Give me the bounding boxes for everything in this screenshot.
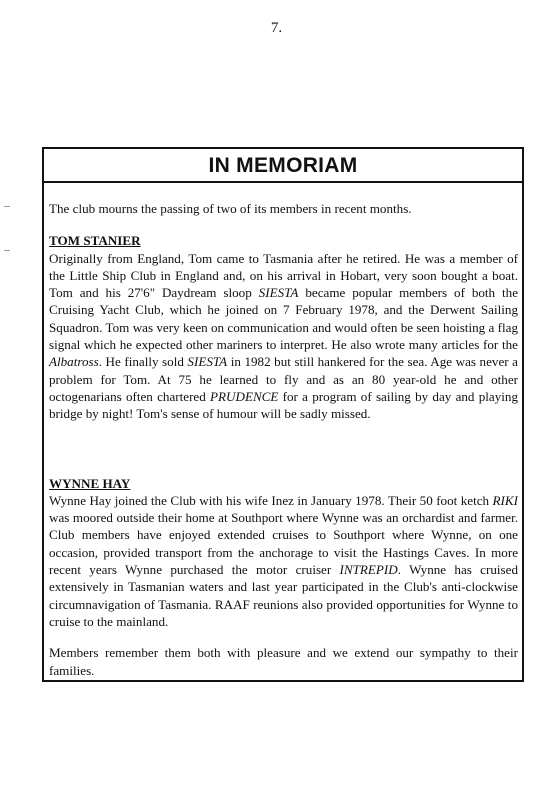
body-text-run: was moored outside their home at Southport where Wynne was an orchardist and farmer. Club members have enjoyed extended cruises to Southport where Wynne, on one occasion, provided transport from the anchorage to visit the Hastings Caves. In more recent years Wynne purchased the motor cruiser (49, 510, 518, 578)
wynne-hay-heading: WYNNE HAY (49, 475, 131, 491)
italic-title-text: PRUDENCE (210, 388, 279, 404)
scan-mark-bottom (4, 250, 10, 251)
tom-stanier-heading: TOM STANIER (49, 233, 141, 249)
body-text-run: . Wynne has cruised extensively in Tasmanian waters and last year participated in the Club's anti-clockwise circumnavigation of Tasmania. RAAF reunions also provided opportunities for Wynne to cruise to the mainland. (49, 562, 518, 629)
body-text-run: Wynne Hay joined the Club with his wife Inez in January 1978. Their 50 foot ketch (49, 492, 493, 508)
wynne-hay-paragraph (49, 492, 518, 630)
memoriam-box (42, 147, 524, 682)
memoriam-title: IN MEMORIAM (208, 153, 358, 177)
tom-stanier-paragraph (49, 250, 518, 423)
scan-mark-top (4, 206, 10, 207)
italic-title-text: Albatross (49, 354, 99, 370)
body-text-run: for a program of sailing by day and playing bridge by night! Tom's sense of humour will be sadly missed. (49, 388, 518, 422)
body-text-run: in 1982 but still hankered for the sea. Age was never a problem for Tom. At 75 he learned to fly and as an 80 year-old he and other octogenarians often chartered (49, 354, 518, 404)
body-text-run: became popular members of both the Cruising Yacht Club, which he joined on 7 February 1978, and the Derwent Sailing Squadron. Tom was very keen on communication and would often be seen hoisting a flag signal which he expected other mariners to interpret. He also wrote many articles for the (49, 285, 519, 353)
body-text-run: Originally from England, Tom came to Tasmania after he retired. He was a member of the Little Ship Club in England and, on his arrival in Hobart, very soon bought a boat. Tom and his 27'6" Daydream sloop (49, 250, 518, 301)
italic-title-text: INTREPID (339, 562, 398, 578)
section-spacer (49, 423, 518, 475)
title-bar (44, 149, 522, 183)
page-number: 7. (270, 20, 283, 36)
intro-paragraph: The club mourns the passing of two of its members in recent months. (49, 201, 412, 216)
memoriam-content (44, 183, 522, 679)
closing-paragraph: Members remember them both with pleasure and we extend our sympathy to their families. (49, 645, 518, 678)
italic-title-text: SIESTA (258, 285, 299, 301)
body-text-run: . He finally sold (98, 354, 188, 370)
italic-title-text: RIKI (492, 492, 518, 508)
italic-title-text: SIESTA (187, 354, 228, 370)
